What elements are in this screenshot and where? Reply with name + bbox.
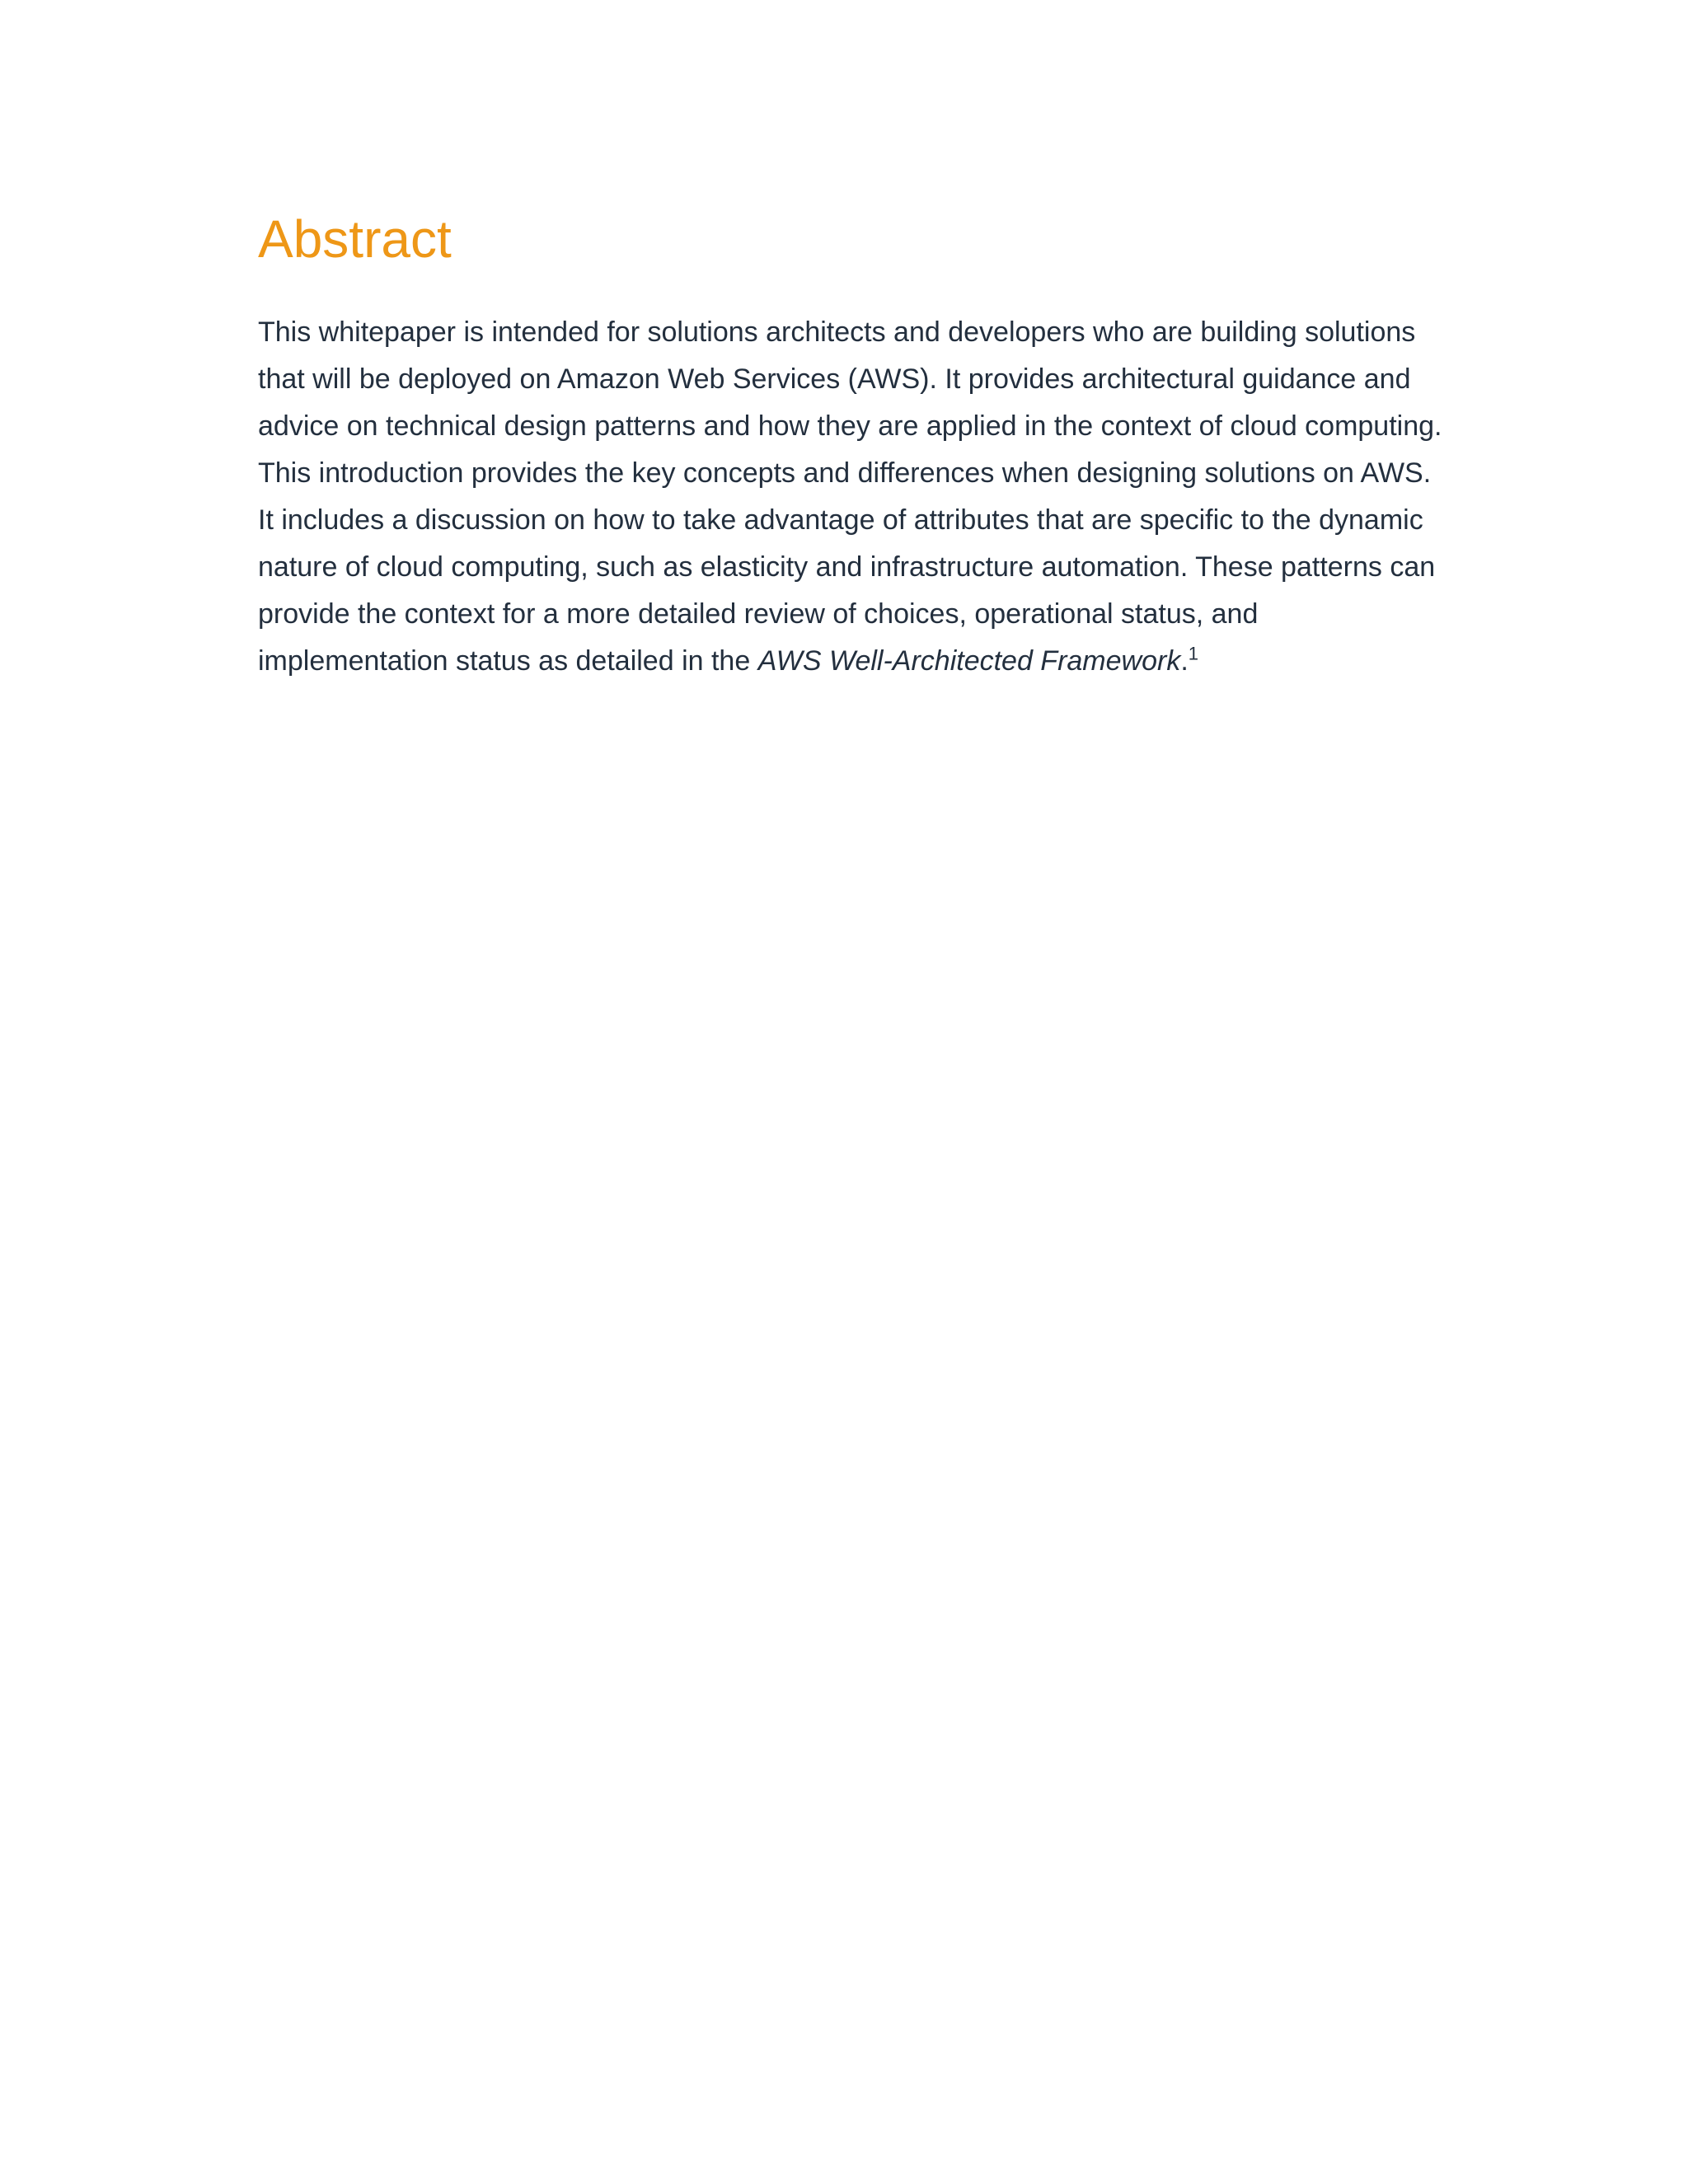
framework-title: AWS Well-Architected Framework — [757, 645, 1181, 677]
abstract-paragraph — [258, 309, 1445, 685]
footnote-reference[interactable]: 1 — [1188, 643, 1199, 664]
abstract-section — [258, 202, 1445, 685]
section-heading: Abstract — [258, 209, 452, 269]
abstract-body-text: This whitepaper is intended for solutions architects and developers who are building solutions that will be deployed on Amazon Web Services (AWS). It provides architectural guidance and advice on technical design patterns and how they are applied in the context of cloud computing. This introduction provides the key concepts and differences when designing solutions on AWS. It includes a discussion on how to take advantage of attributes that are specific to the dynamic nature of cloud computing, such as elasticity and infrastructure automation. These patterns can provide the context for a more detailed review of choices, operational status, and implementation status as detailed in the — [258, 316, 1442, 677]
sentence-period: . — [1180, 645, 1189, 677]
